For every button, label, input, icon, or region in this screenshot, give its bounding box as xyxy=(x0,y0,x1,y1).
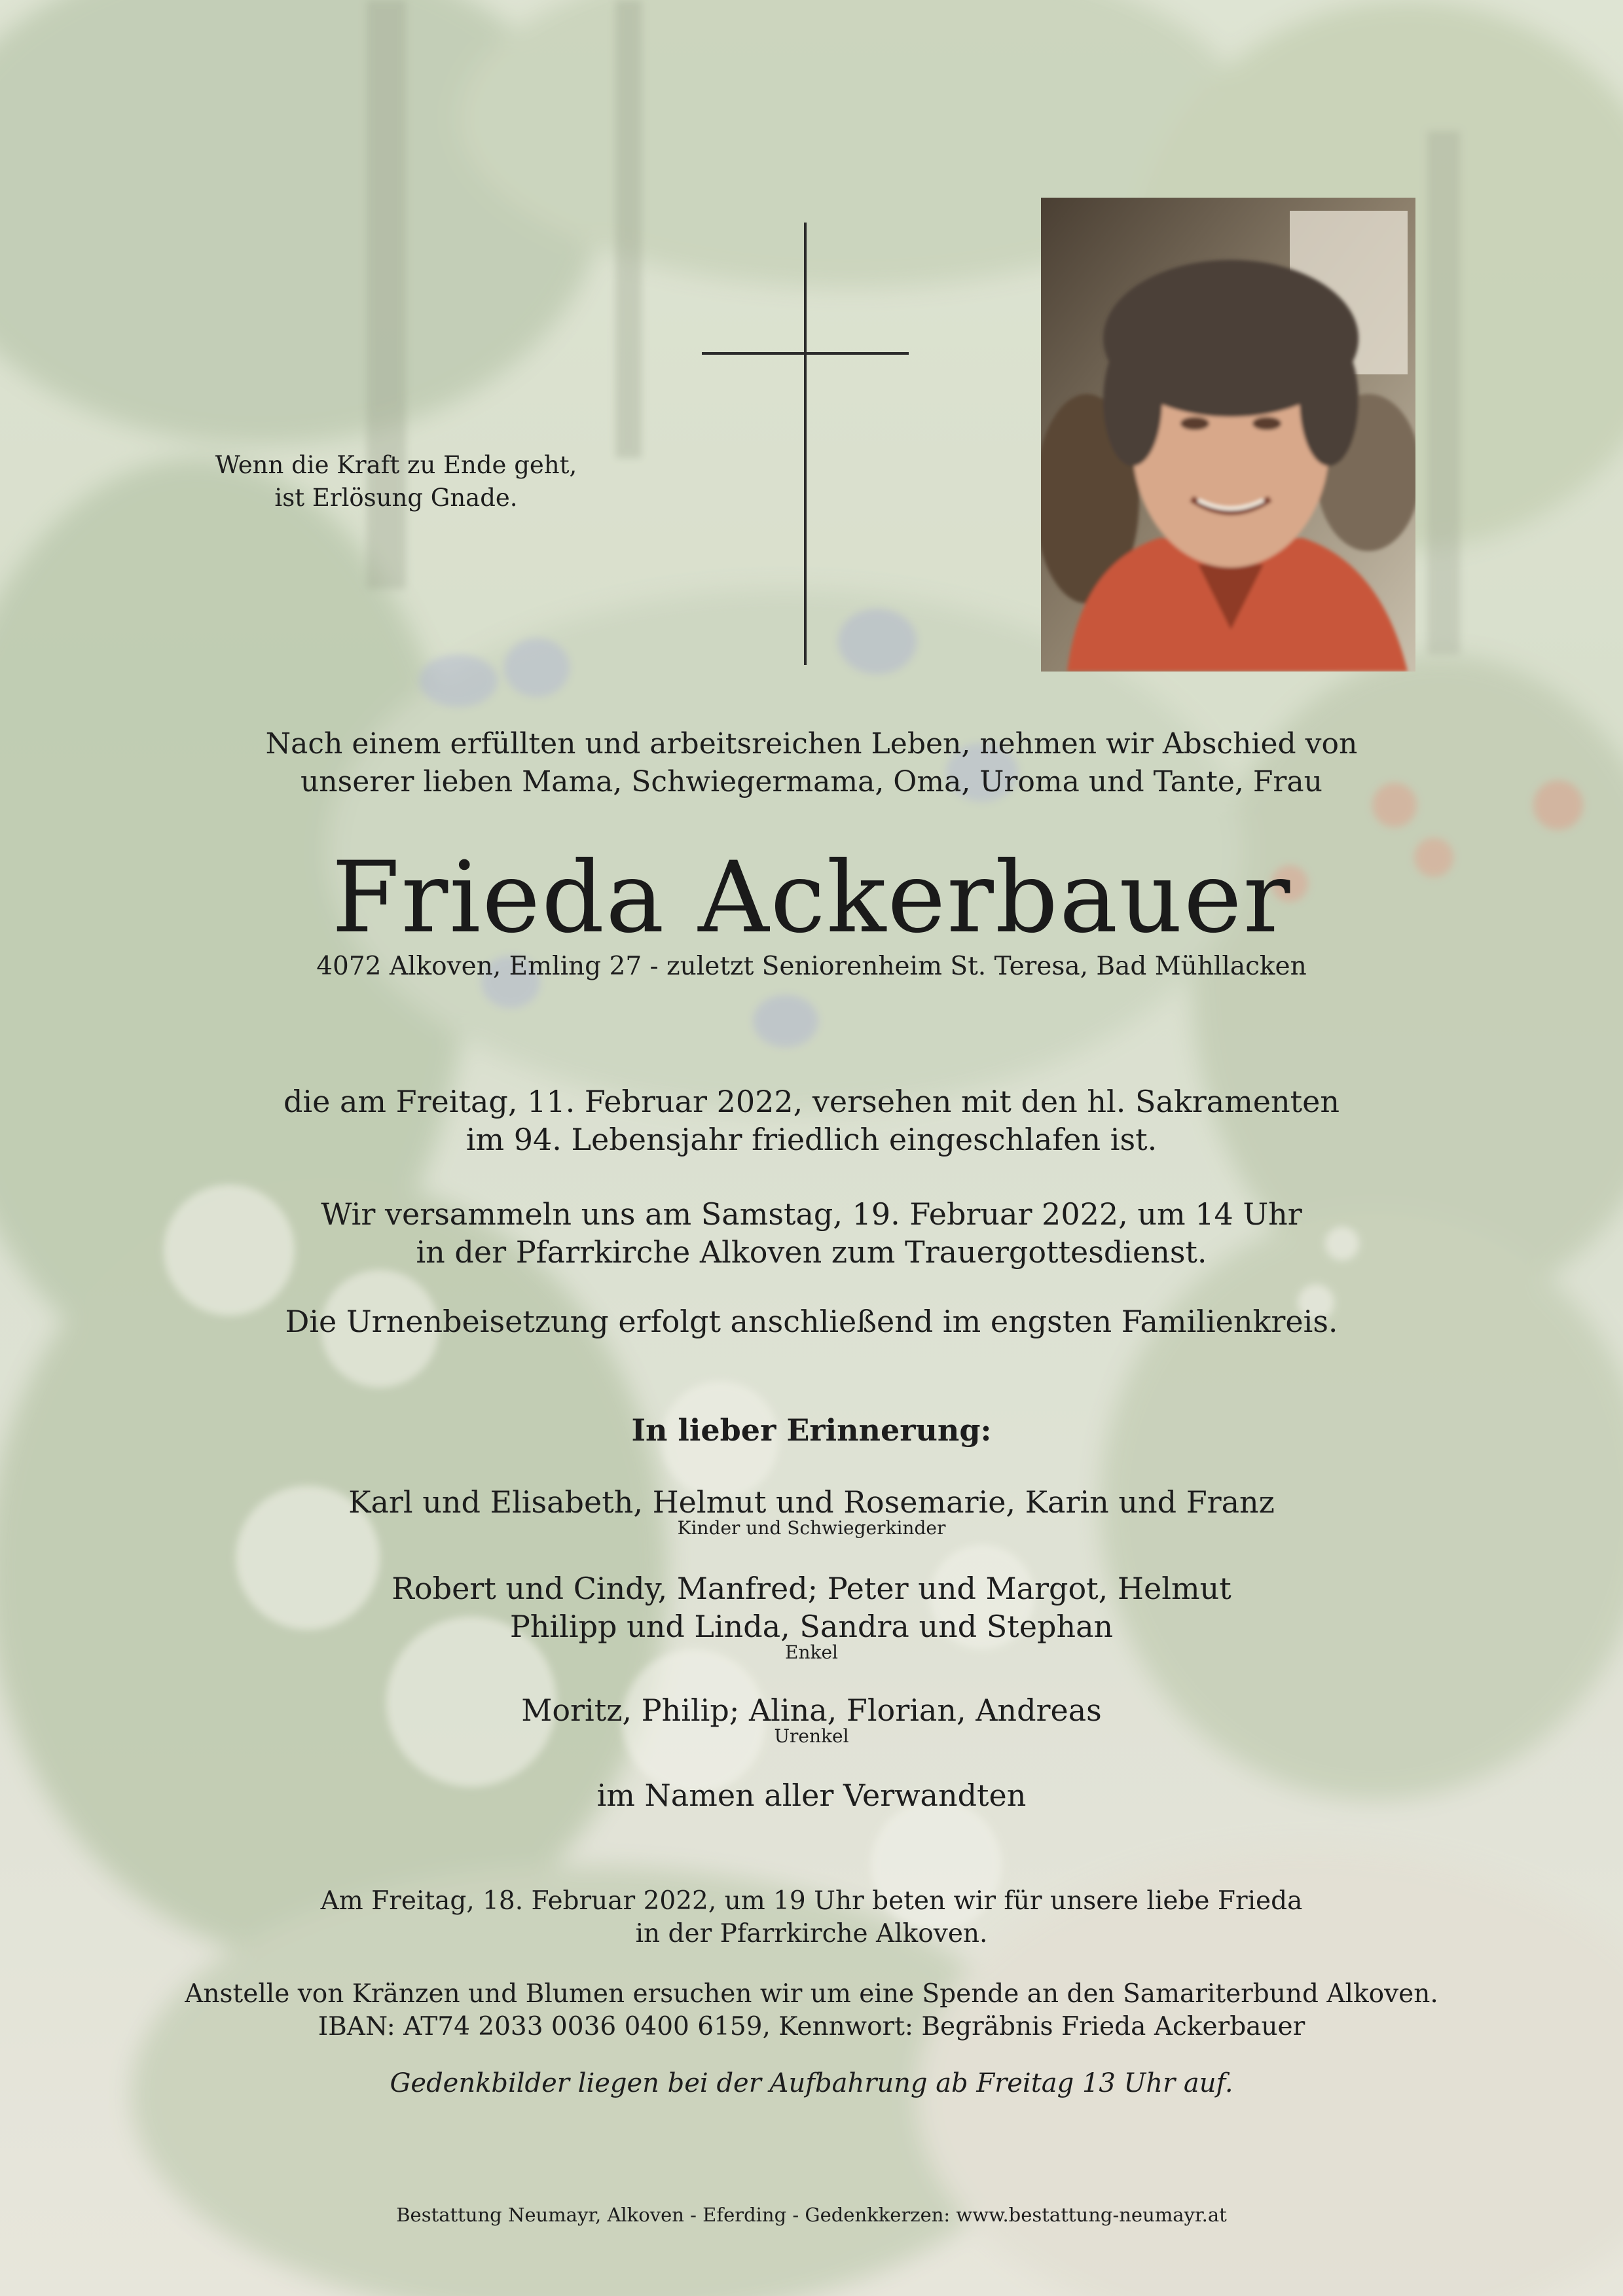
deceased-address: 4072 Alkoven, Emling 27 - zuletzt Seniorenheim St. Teresa, Bad Mühllacken xyxy=(316,952,1307,981)
service-line: in der Pfarrkirche Alkoven zum Trauergottesdienst. xyxy=(416,1234,1207,1270)
mourner-group xyxy=(0,1691,1623,1748)
memorial-cards-notice: Gedenkbilder liegen bei der Aufbahrung ab Freitag 13 Uhr auf. xyxy=(390,2068,1233,2098)
donation-line: IBAN: AT74 2033 0036 0400 6159, Kennwort: Begräbnis Frieda Ackerbauer xyxy=(318,2012,1305,2041)
death-notice xyxy=(0,1083,1623,1158)
motto-line: ist Erlösung Gnade. xyxy=(274,484,518,512)
service-line: Wir versammeln uns am Samstag, 19. Februar 2022, um 14 Uhr xyxy=(321,1196,1302,1232)
donation-line: Anstelle von Kränzen und Blumen ersuchen wir um eine Spende an den Samariterbund Alkoven. xyxy=(185,1979,1438,2009)
death-notice-line: die am Freitag, 11. Februar 2022, versehen mit den hl. Sakramenten xyxy=(283,1084,1340,1119)
motto-line: Wenn die Kraft zu Ende geht, xyxy=(215,451,577,479)
in-name-of-relatives: im Namen aller Verwandten xyxy=(596,1778,1027,1813)
death-notice-line: im 94. Lebensjahr friedlich eingeschlafen ist. xyxy=(465,1122,1158,1157)
cross-icon-vertical xyxy=(804,223,807,665)
funeral-home-footer: Bestattung Neumayr, Alkoven - Eferding - Gedenkkerzen: www.bestattung-neumayr.at xyxy=(396,2204,1227,2226)
memory-heading: In lieber Erinnerung: xyxy=(631,1412,992,1448)
funeral-service-info xyxy=(0,1195,1623,1271)
mourner-group xyxy=(0,1483,1623,1539)
mourner-names: Philipp und Linda, Sandra und Stephan xyxy=(509,1609,1114,1644)
donation-info xyxy=(0,1978,1623,2043)
mourner-group xyxy=(0,1570,1623,1664)
mourner-role: Kinder und Schwiegerkinder xyxy=(677,1517,946,1539)
mourner-names: Moritz, Philip; Alina, Florian, Andreas xyxy=(521,1693,1102,1728)
cross-icon-horizontal xyxy=(702,352,909,355)
deceased-name: Frieda Ackerbauer xyxy=(331,841,1292,955)
portrait-photo xyxy=(1041,198,1415,672)
mourner-role: Urenkel xyxy=(774,1725,849,1747)
portrait-illustration xyxy=(1041,198,1415,672)
mourner-names: Robert und Cindy, Manfred; Peter und Margot, Helmut xyxy=(392,1571,1231,1606)
intro-line: Nach einem erfüllten und arbeitsreichen Leben, nehmen wir Abschied von xyxy=(265,727,1358,761)
mourner-names: Karl und Elisabeth, Helmut und Rosemarie, Karin und Franz xyxy=(348,1484,1275,1520)
intro-text xyxy=(0,725,1623,801)
prayer-line: Am Freitag, 18. Februar 2022, um 19 Uhr beten wir für unsere liebe Frieda xyxy=(320,1886,1303,1916)
motto-quote xyxy=(196,449,596,514)
urn-burial-info: Die Urnenbeisetzung erfolgt anschließend im engsten Familienkreis. xyxy=(285,1304,1338,1339)
mourner-role: Enkel xyxy=(785,1641,838,1663)
intro-line: unserer lieben Mama, Schwiegermama, Oma, Uroma und Tante, Frau xyxy=(300,765,1323,798)
prayer-info xyxy=(0,1885,1623,1950)
prayer-line: in der Pfarrkirche Alkoven. xyxy=(635,1919,988,1948)
